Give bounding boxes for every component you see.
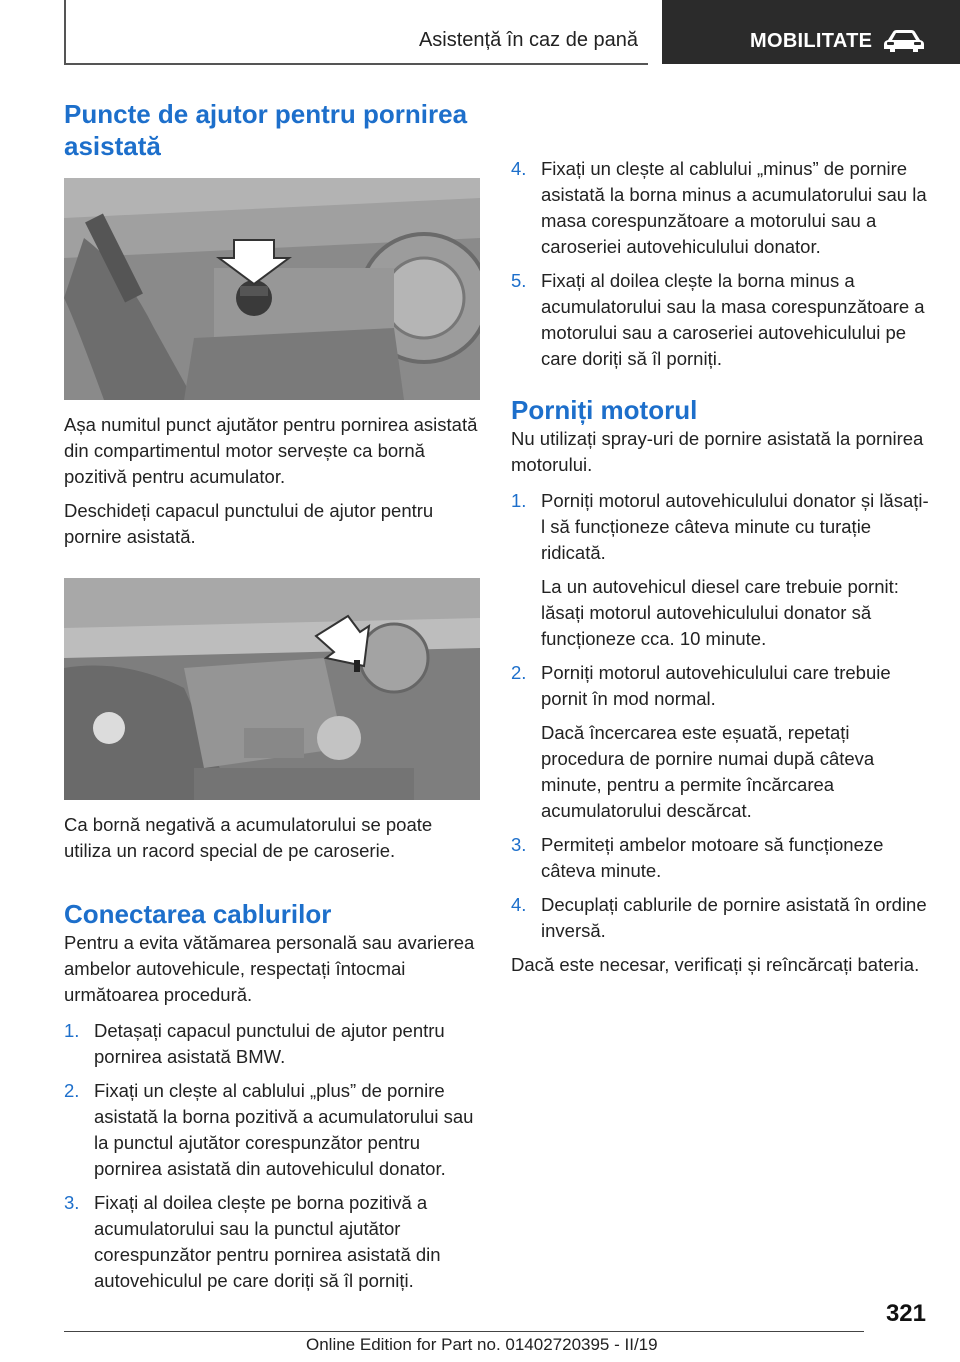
- header-rule-horizontal: [64, 63, 648, 65]
- heading-start-engine: Porniți motorul: [511, 395, 698, 425]
- list-item: [511, 832, 929, 884]
- connect-steps-list: [64, 1018, 480, 1294]
- paragraph-negative-terminal: Ca bornă negativă a acumulatorului se poate utiliza un racord special de pe caroserie.: [64, 814, 433, 861]
- step-number: 2.: [64, 1080, 80, 1101]
- step-text: Fixați al doilea clește la borna minus a acumulatorului sau la masa corespunzătoare a motorului sau a caroseriei autovehiculului pe care doriți să îl porniți.: [541, 270, 925, 369]
- paragraph-start-intro: Nu utilizați spray-uri de pornire asistată la pornirea motorului.: [511, 428, 924, 475]
- connect-steps-list-continued: [511, 156, 929, 372]
- step-number: 1.: [64, 1020, 80, 1041]
- paragraph-closing: Dacă este necesar, verificați și reîncărcați bateria.: [511, 954, 920, 975]
- edition-note: Online Edition for Part no. 01402720395 - II/19: [306, 1335, 658, 1354]
- step-text: Fixați al doilea clește pe borna pozitivă a acumulatorului sau la punctul ajutător corespunzător pentru pornirea asistată din autovehiculul pe care doriți să îl porniți.: [94, 1192, 441, 1291]
- step-number: 3.: [64, 1192, 80, 1213]
- step-number: 4.: [511, 894, 527, 915]
- paragraph-connect-intro: Pentru a evita vătămarea personală sau avarierea ambelor autovehicule, respectați întocmai următoarea procedură.: [64, 932, 475, 1005]
- list-item: [64, 1078, 480, 1182]
- step-text: Permiteți ambelor motoare să funcționeze câteva minute.: [541, 834, 884, 881]
- footer-rule: [64, 1331, 864, 1332]
- step-number: 1.: [511, 490, 527, 511]
- step-note: La un autovehicul diesel care trebuie pornit: lăsați motorul autovehiculului donator să funcționeze cca. 10 minute.: [541, 576, 899, 649]
- engine-photo-negative-terminal: [64, 578, 480, 800]
- list-item: [64, 1018, 480, 1070]
- start-steps-list: [511, 488, 929, 944]
- step-note: Dacă încercarea este eșuată, repetați procedura de pornire numai după câteva minute, pentru a permite încărcarea acumulatorului descărcat.: [541, 722, 875, 821]
- paragraph-open-cover: Deschideți capacul punctului de ajutor pentru pornire asistată.: [64, 500, 434, 547]
- left-column: [64, 98, 480, 1294]
- step-number: 3.: [511, 834, 527, 855]
- section-title: Asistență în caz de pană: [418, 29, 638, 51]
- heading-connect-cables: Conectarea cablurilor: [64, 899, 332, 929]
- step-number: 4.: [511, 158, 527, 179]
- step-text: Fixați un clește al cablului „plus” de pornire asistată la borna pozitivă a acumulatorului sau la punctul ajutător corespunzător pentru pornirea asistată din autovehiculul donator.: [94, 1080, 474, 1179]
- step-text: Detașați capacul punctului de ajutor pentru pornirea asistată BMW.: [94, 1020, 445, 1067]
- paragraph-positive-terminal: Așa numitul punct ajutător pentru pornirea asistată din compartimentul motor servește ca bornă pozitivă pentru acumulator.: [64, 414, 478, 487]
- engine-photo-2: [64, 578, 480, 800]
- right-column: [511, 156, 929, 978]
- engine-photo-positive-terminal: [64, 178, 480, 400]
- list-item: [511, 268, 929, 372]
- list-item: [511, 892, 929, 944]
- chapter-title[interactable]: MOBILITATE: [750, 30, 873, 52]
- step-number: 2.: [511, 662, 527, 683]
- page-number: 321: [885, 1300, 926, 1327]
- car-icon: [882, 28, 926, 54]
- step-number: 5.: [511, 270, 527, 291]
- heading-jump-start-points: Puncte de ajutor pentru pornirea asistată: [64, 99, 468, 161]
- step-text: Porniți motorul autovehiculului care trebuie pornit în mod normal.: [541, 662, 891, 709]
- step-text: Porniți motorul autovehiculului donator și lăsați-l să funcționeze câteva minute cu turație ridicată.: [541, 490, 929, 563]
- step-text: Fixați un clește al cablului „minus” de pornire asistată la borna minus a acumulatorului sau la masa corespunzătoare a motorului sau a caroseriei autovehiculului donator.: [541, 158, 927, 257]
- list-item: [511, 488, 929, 652]
- list-item: [64, 1190, 480, 1294]
- list-item: [511, 660, 929, 824]
- step-text: Decuplați cablurile de pornire asistată în ordine inversă.: [541, 894, 927, 941]
- list-item: [511, 156, 929, 260]
- header-rule-vertical: [64, 0, 66, 64]
- engine-photo-1: [64, 178, 480, 400]
